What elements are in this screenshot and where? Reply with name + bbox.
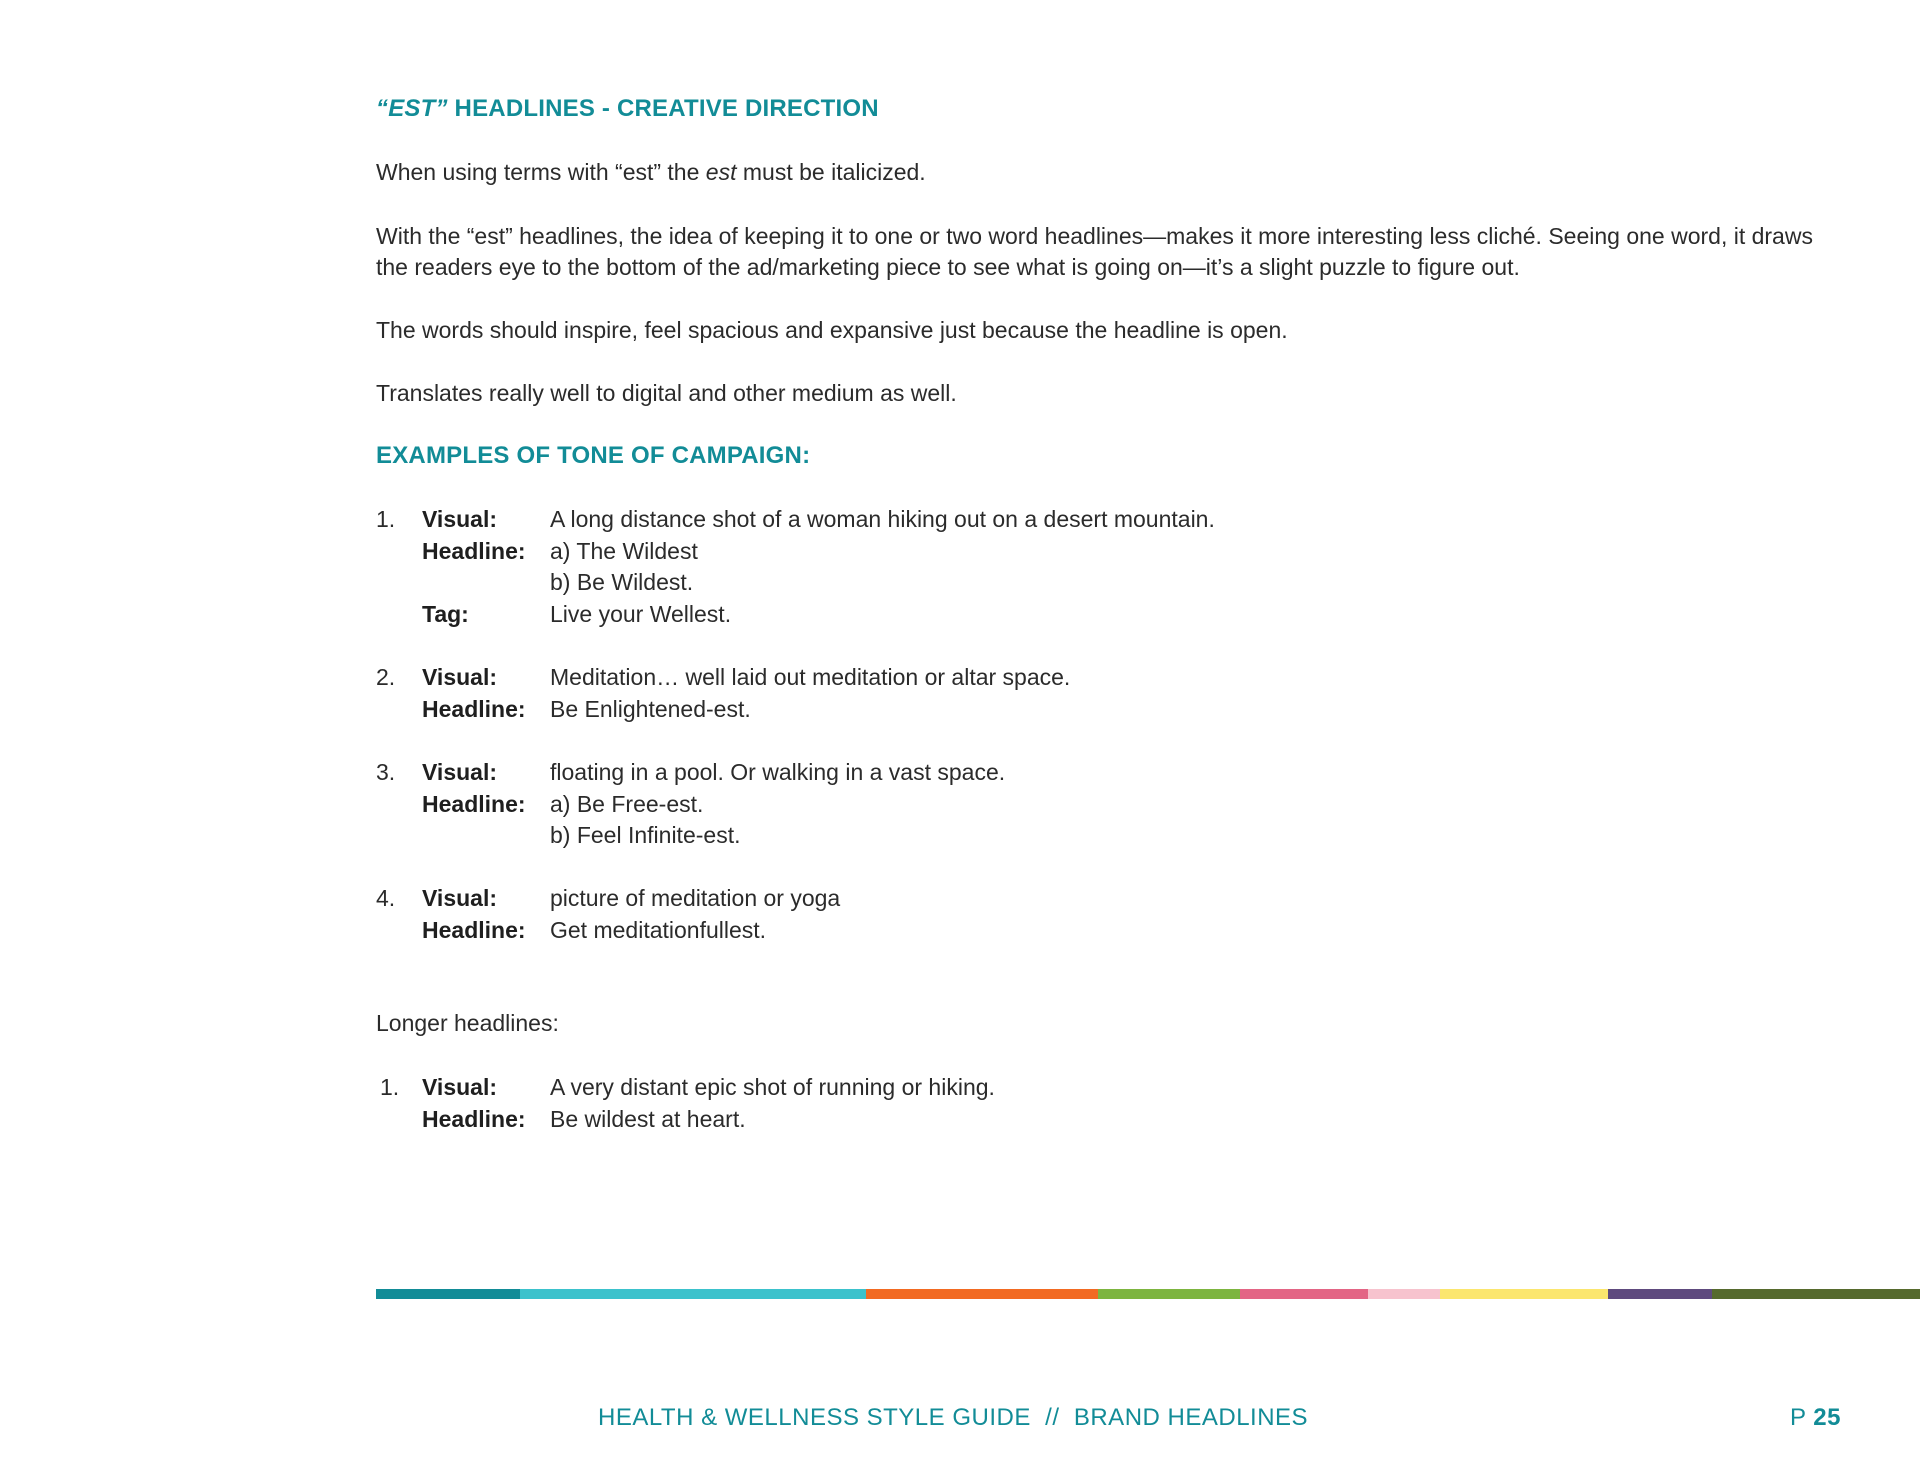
heading-rest: HEADLINES - CREATIVE DIRECTION: [447, 95, 879, 122]
stripe-pink: [1240, 1289, 1368, 1299]
stripe-olive: [1712, 1289, 1920, 1299]
stripe-yellow: [1440, 1289, 1608, 1299]
stripe-orange: [866, 1289, 1098, 1299]
stripe-green: [1098, 1289, 1240, 1299]
stripe-light-teal: [520, 1289, 866, 1299]
stripe-dark-teal: [376, 1289, 520, 1299]
footer-title: HEALTH & WELLNESS STYLE GUIDE // BRAND HEADLINES: [598, 1404, 1309, 1431]
stripe-purple: [1608, 1289, 1712, 1299]
heading-est-word: “EST”: [376, 95, 448, 122]
stripe-light-pink: [1368, 1289, 1440, 1299]
paragraph-two-word-headlines: With the “est” headlines, the idea of keeping it to one or two word headlines—makes it more interesting less cliché. Seeing one word, it draws the readers eye to the bottom of the ad/marketing piece to see what is going on—it’s a slight puzzle to figure out.: [376, 223, 1813, 280]
paragraph-inspire: The words should inspire, feel spacious and expansive just because the headline is open.: [376, 317, 1288, 343]
paragraph-translate: Translates really well to digital and other medium as well.: [376, 380, 957, 406]
section-heading-examples: EXAMPLES OF TONE OF CAMPAIGN:: [376, 442, 811, 469]
paragraph-italicize-est: When using terms with “est” the est must be italicized.: [376, 159, 926, 185]
page-number: P 25: [1790, 1404, 1841, 1431]
section-heading-creative-direction: [376, 95, 879, 123]
italic-est: est: [705, 159, 737, 185]
longer-headlines-label: Longer headlines:: [376, 1010, 559, 1036]
color-stripe-bar: [376, 1289, 1920, 1299]
